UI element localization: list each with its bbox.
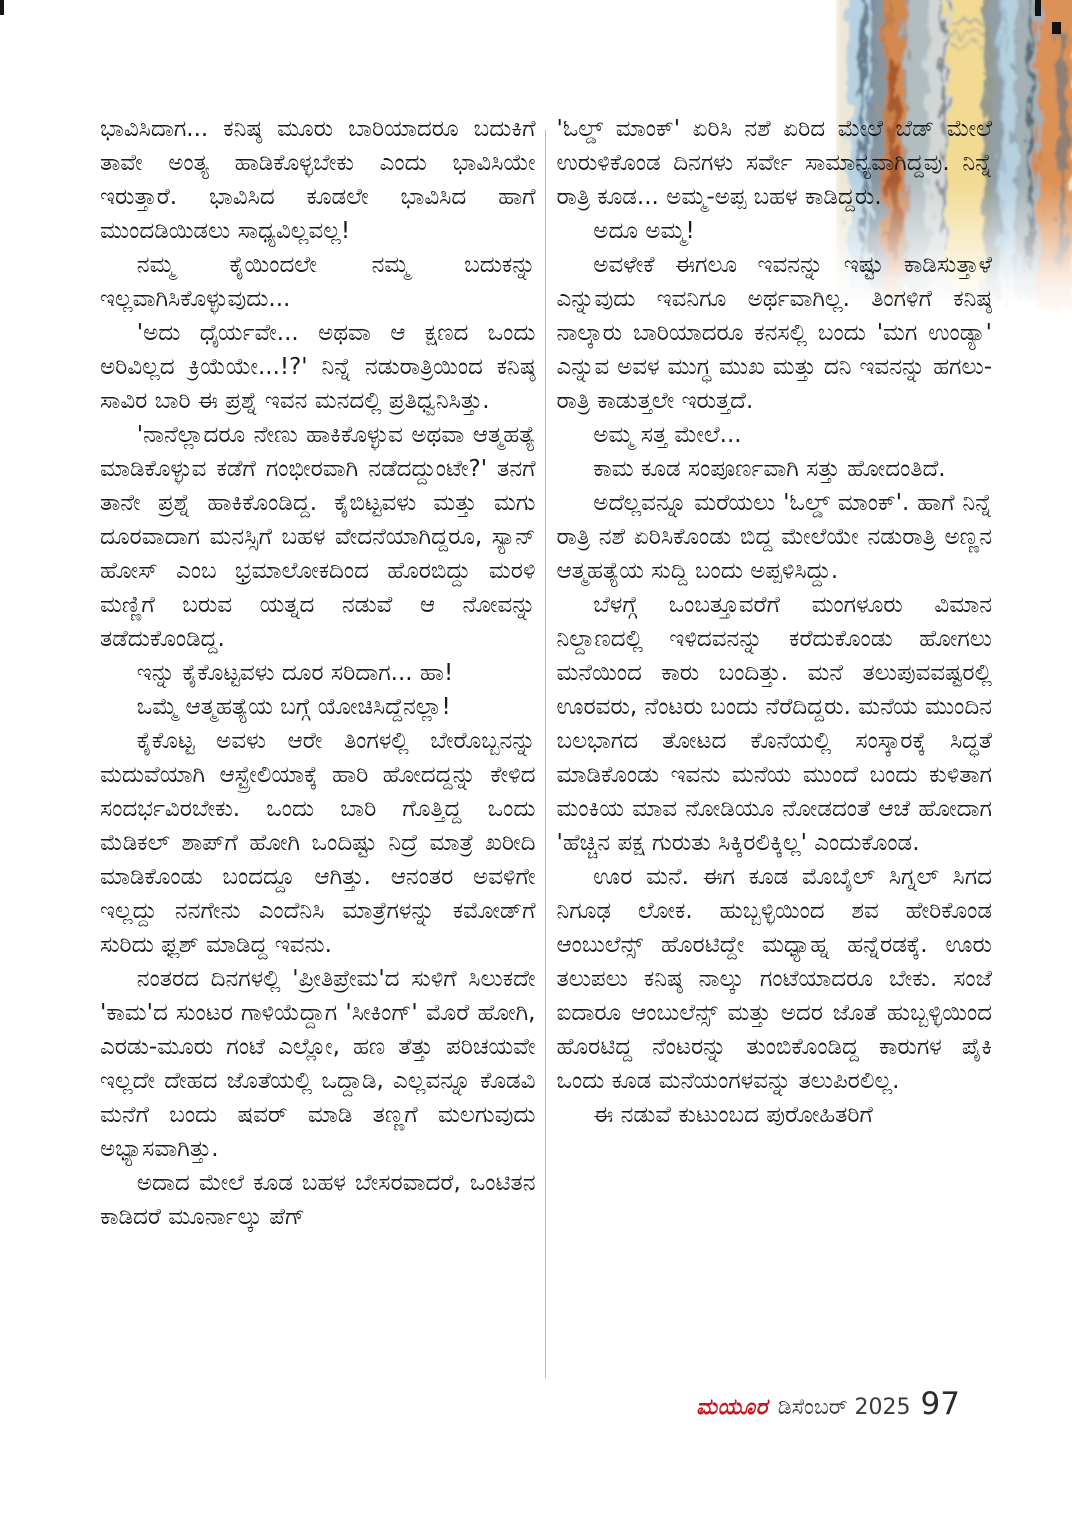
paragraph: ಅಮ್ಮ ಸತ್ತ ಮೇಲೆ... [593,422,742,448]
article-body [100,112,992,1380]
paragraph: ಅದೆಲ್ಲವನ್ನೂ ಮರೆಯಲು 'ಓಲ್ಡ್ ಮಾಂಕ್'. ಹಾಗೆ ನಿನ್ನೆ ರಾತ್ರಿ ನಶೆ ಏರಿಸಿಕೊಂಡು ಬಿದ್ದ ಮೇಲೆಯೇ ನಡುರಾತ್ರಿ ಅಣ್ಣನ ಆತ್ಮಹತ್ಯೆಯ ಸುದ್ದಿ ಬಂದು ಅಪ್ಪಳಿಸಿದ್ದು. [556,490,992,584]
paragraph: ಈ ನಡುವೆ ಕುಟುಂಬದ ಪುರೋಹಿತರಿಗೆ [593,1102,873,1128]
paragraph: ಬೆಳಗ್ಗೆ ಒಂಬತ್ತೂವರೆಗೆ ಮಂಗಳೂರು ವಿಮಾನ ನಿಲ್ದಾಣದಲ್ಲಿ ಇಳಿದವನನ್ನು ಕರೆದುಕೊಂಡು ಹೋಗಲು ಮನೆಯಿಂದ ಕಾರು ಬಂದಿತ್ತು. ಮನೆ ತಲುಪುವವಷ್ಟರಲ್ಲಿ ಊರವರು, ನೆಂಟರು ಬಂದು ನೆರೆದಿದ್ದರು. ಮನೆಯ ಮುಂದಿನ ಬಲಭಾಗದ ತೋಟದ ಕೊನೆಯಲ್ಲಿ ಸಂಸ್ಕಾರಕ್ಕೆ ಸಿದ್ಧತೆ ಮಾಡಿಕೊಂಡು ಇವನು ಮನೆಯ ಮುಂದೆ ಬಂದು ಕುಳಿತಾಗ ಮಂಕಿಯ ಮಾವ ನೋಡಿಯೂ ನೋಡದಂತೆ ಆಚೆ ಹೋದಾಗ 'ಹೆಚ್ಚಿನ ಪಕ್ಷ ಗುರುತು ಸಿಕ್ಕಿರಲಿಕ್ಕಿಲ್ಲ' ಎಂದುಕೊಂಡ. [556,592,992,856]
paragraph: 'ಅದು ಧೈರ್ಯವೇ... ಅಥವಾ ಆ ಕ್ಷಣದ ಒಂದು ಅರಿವಿಲ್ಲದ ಕ್ರಿಯೆಯೇ...!?' ನಿನ್ನೆ ನಡುರಾತ್ರಿಯಿಂದ ಕನಿಷ್ಠ ಸಾವಿರ ಬಾರಿ ಈ ಪ್ರಶ್ನೆ ಇವನ ಮನದಲ್ಲಿ ಪ್ರತಿಧ್ವನಿಸಿತ್ತು. [100,320,536,414]
magazine-name: ಮಯೂರ [696,1395,768,1420]
page-footer [696,1386,960,1422]
paragraph: ಭಾವಿಸಿದಾಗ... ಕನಿಷ್ಠ ಮೂರು ಬಾರಿಯಾದರೂ ಬದುಕಿಗೆ ತಾವೇ ಅಂತ್ಯ ಹಾಡಿಕೊಳ್ಳಬೇಕು ಎಂದು ಭಾವಿಸಿಯೇ ಇರುತ್ತಾರೆ. ಭಾವಿಸಿದ ಕೂಡಲೇ ಭಾವಿಸಿದ ಹಾಗೆ ಮುಂದಡಿಯಿಡಲು ಸಾಧ್ಯವಿಲ್ಲವಲ್ಲ! [100,116,536,244]
paragraph: ಕೈಕೊಟ್ಟ ಅವಳು ಆರೇ ತಿಂಗಳಲ್ಲಿ ಬೇರೊಬ್ಬನನ್ನು ಮದುವೆಯಾಗಿ ಆಸ್ಟ್ರೇಲಿಯಾಕ್ಕೆ ಹಾರಿ ಹೋದದ್ದನ್ನು ಕೇಳಿದ ಸಂದರ್ಭವಿರಬೇಕು. ಒಂದು ಬಾರಿ ಗೊತ್ತಿದ್ದ ಒಂದು ಮೆಡಿಕಲ್ ಶಾಪ್‌ಗೆ ಹೋಗಿ ಒಂದಿಷ್ಟು ನಿದ್ರೆ ಮಾತ್ರೆ ಖರೀದಿ ಮಾಡಿಕೊಂಡು ಬಂದದ್ದೂ ಆಗಿತ್ತು. ಆನಂತರ ಅವಳಿಗೇ ಇಲ್ಲದ್ದು ನನಗೇನು ಎಂದೆನಿಸಿ ಮಾತ್ರೆಗಳನ್ನು ಕಮೋಡ್‌ಗೆ ಸುರಿದು ಫ್ಲಶ್ ಮಾಡಿದ್ದ ಇವನು. [100,728,536,958]
paragraph: ಅದೂ ಅಮ್ಮ! [593,218,695,244]
paragraph: ನಂತರದ ದಿನಗಳಲ್ಲಿ 'ಪ್ರೀತಿಪ್ರೇಮ'ದ ಸುಳಿಗೆ ಸಿಲುಕದೇ 'ಕಾಮ'ದ ಸುಂಟರ ಗಾಳಿಯೆದ್ದಾಗ 'ಸೀಕಿಂಗ್' ಮೊರೆ ಹೋಗಿ, ಎರಡು-ಮೂರು ಗಂಟೆ ಎಲ್ಲೋ, ಹಣ ತೆತ್ತು ಪರಿಚಯವೇ ಇಲ್ಲದೇ ದೇಹದ ಜೊತೆಯಲ್ಲಿ ಒದ್ದಾಡಿ, ಎಲ್ಲವನ್ನೂ ಕೊಡವಿ ಮನೆಗೆ ಬಂದು ಷವರ್ ಮಾಡಿ ತಣ್ಣಗೆ ಮಲಗುವುದು ಅಭ್ಯಾಸವಾಗಿತ್ತು. [100,966,536,1162]
paragraph: ಒಮ್ಮೆ ಆತ್ಮಹತ್ಯೆಯ ಬಗ್ಗೆ ಯೋಚಿಸಿದ್ದೆನಲ್ಲಾ! [136,694,451,720]
paragraph: 'ನಾನೆಲ್ಲಾದರೂ ನೇಣು ಹಾಕಿಕೊಳ್ಳುವ ಅಥವಾ ಆತ್ಮಹತ್ಯೆ ಮಾಡಿಕೊಳ್ಳುವ ಕಡೆಗೆ ಗಂಭೀರವಾಗಿ ನಡೆದದ್ದುಂಟೇ?' ತನಗೆ ತಾನೇ ಪ್ರಶ್ನೆ ಹಾಕಿಕೊಂಡಿದ್ದ. ಕೈಬಿಟ್ಟವಳು ಮತ್ತು ಮಗು ದೂರವಾದಾಗ ಮನಸ್ಸಿಗೆ ಬಹಳ ವೇದನೆಯಾಗಿದ್ದರೂ, ಸ್ಯಾನ್ ಹೋಸ್ ಎಂಬ ಭ್ರಮಾಲೋಕದಿಂದ ಹೊರಬಿದ್ದು ಮರಳಿ ಮಣ್ಣಿಗೆ ಬರುವ ಯತ್ನದ ನಡುವೆ ಆ ನೋವನ್ನು ತಡೆದುಕೊಂಡಿದ್ದ. [100,422,536,652]
left-column [100,112,536,1380]
paragraph: ಅವಳೇಕೆ ಈಗಲೂ ಇವನನ್ನು ಇಷ್ಟು ಕಾಡಿಸುತ್ತಾಳೆ ಎನ್ನುವುದು ಇವನಿಗೂ ಅರ್ಥವಾಗಿಲ್ಲ. ತಿಂಗಳಿಗೆ ಕನಿಷ್ಠ ನಾಲ್ಕಾರು ಬಾರಿಯಾದರೂ ಕನಸಲ್ಲಿ ಬಂದು 'ಮಗ ಉಂಡ್ಯಾ' ಎನ್ನುವ ಅವಳ ಮುಗ್ಧ ಮುಖ ಮತ್ತು ದನಿ ಇವನನ್ನು ಹಗಲು- ರಾತ್ರಿ ಕಾಡುತ್ತಲೇ ಇರುತ್ತದೆ. [556,252,992,414]
crop-mark [0,0,4,15]
paragraph: ಅದಾದ ಮೇಲೆ ಕೂಡ ಬಹಳ ಬೇಸರವಾದರೆ, ಒಂಟಿತನ ಕಾಡಿದರೆ ಮೂರ್ನಾಲ್ಕು ಪೆಗ್ [100,1170,536,1230]
paragraph: ಊರ ಮನೆ. ಈಗ ಕೂಡ ಮೊಬೈಲ್ ಸಿಗ್ನಲ್ ಸಿಗದ ನಿಗೂಢ ಲೋಕ. ಹುಬ್ಬಳ್ಳಿಯಿಂದ ಶವ ಹೇರಿಕೊಂಡ ಆಂಬುಲೆನ್ಸ್ ಹೊರಟಿದ್ದೇ ಮಧ್ಯಾಹ್ನ ಹನ್ನೆರಡಕ್ಕೆ. ಊರು ತಲುಪಲು ಕನಿಷ್ಠ ನಾಲ್ಕು ಗಂಟೆಯಾದರೂ ಬೇಕು. ಸಂಜೆ ಐದಾರೂ ಆಂಬುಲೆನ್ಸ್ ಮತ್ತು ಅದರ ಜೊತೆ ಹುಬ್ಬಳ್ಳಿಯಿಂದ ಹೊರಟಿದ್ದ ನೆಂಟರನ್ನು ತುಂಬಿಕೊಂಡಿದ್ದ ಕಾರುಗಳ ಪೈಕಿ ಒಂದು ಕೂಡ ಮನೆಯಂಗಳವನ್ನು ತಲುಪಿರಲಿಲ್ಲ. [556,864,992,1094]
page-number: 97 [920,1386,960,1422]
paragraph: ನಮ್ಮ ಕೈಯಿಂದಲೇ ನಮ್ಮ ಬದುಕನ್ನು ಇಲ್ಲವಾಗಿಸಿಕೊಳ್ಳುವುದು... [100,252,536,312]
right-column [557,112,993,1380]
paragraph: ಕಾಮ ಕೂಡ ಸಂಪೂರ್ಣವಾಗಿ ಸತ್ತು ಹೋದಂತಿದೆ. [593,456,946,482]
issue-date: ಡಿಸೆಂಬರ್ 2025 [777,1395,911,1420]
paragraph: 'ಓಲ್ಡ್ ಮಾಂಕ್' ಏರಿಸಿ ನಶೆ ಏರಿದ ಮೇಲೆ ಬೆಡ್ ಮೇಲೆ ಉರುಳಿಕೊಂಡ ದಿನಗಳು ಸರ್ವೇ ಸಾಮಾನ್ಯವಾಗಿದ್ದವು. ನಿನ್ನೆ ರಾತ್ರಿ ಕೂಡ... ಅಮ್ಮ-ಅಪ್ಪ ಬಹಳ ಕಾಡಿದ್ದರು. [556,116,992,210]
paragraph: ಇನ್ನು ಕೈಕೊಟ್ಟವಳು ದೂರ ಸರಿದಾಗ... ಹಾ! [136,660,454,686]
